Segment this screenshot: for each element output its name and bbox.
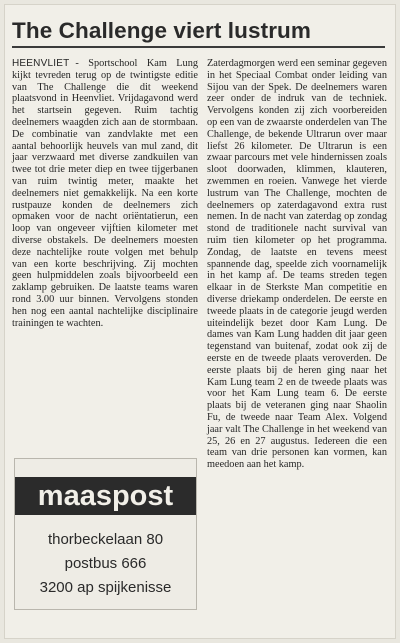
article-body-right: Zaterdagmorgen werd een seminar gegeven in het Speciaal Combat onder leiding van Sijou van der Spek. De deelnemers waren zeer onder de indruk van de techniek. Vervolgens konden zij zich voorbereiden op een van de zwaarste onderdelen van The Challenge, de bekende Ultrarun over maar liefst 26 kilometer. De Ultrarun is een zwaar parcours met vele hindernissen zoals sloot doorwaden, klimmen, klauteren, zwemmen en roeien. Vanwege het vierde lustrum van The Challenge, mochten de deelnemers op zaterdagavond extra rust nemen. In de nacht van zaterdag op zondag stond de traditionele nacht survival van ruim tien kilometer op het programma. Zondag, de laatste en tevens meest spannende dag, speelde zich voornamelijk in het kamp af. De teams streden tegen elkaar in de Sterkste Man competitie en diverse driekamp onderdelen. De eerste en tweede plaats in de categorie jeugd werden uiteindelijk bezet door Kam Lung. De dames van Kam Lung hadden dit jaar geen tegenstand van buitenaf, zodat ook zij de eerste en de tweede plaats veroverden. De eerste plaats bij de heren ging naar het Kam Lung team 2 en de tweede plaats was voor het Kam Lung team 6. De eerste plaats bij de veteranen ging naar Shaolin Fu, de tweede naar Team Alex. Volgend jaar valt The Challenge in het weekend van 25, 26 en 27 augustus. Iedereen die een team van drie personen kan vormen, kan meedoen aan het kamp. — [207, 58, 387, 471]
ad-postal-city: 3200 ap spijkenisse — [39, 579, 172, 596]
article-dateline: HEENVLIET — [12, 58, 70, 69]
ad-postbox: postbus 666 — [64, 555, 147, 572]
ad-brand: maaspost — [15, 477, 196, 515]
article-headline: The Challenge viert lustrum — [12, 18, 312, 43]
ad-address: thorbeckelaan 80 — [47, 531, 164, 548]
maaspost-advertisement — [14, 458, 197, 610]
article-body-left: - Sportschool Kam Lung kijkt tevreden terug op de twintigste editie van The Challenge die dit weekend plaatsvond in Heenvliet. Vrijdagavond werd het startsein gegeven. Ruim tachtig deelnemers waagden zich aan de stormbaan. De combinatie van zandvlakte met een aantal behoorlijk heuvels van mul zand, dit jaar verzwaard met diverse zandkuilen van twee tot drie meter diep en twee tijgerbanen van ruim twintig meter, maakte het deelnemers niet gemakkelijk. Na een korte rustpauze konden de deelnemers zich opmaken voor de nacht oriëntatierun, een loop van ongeveer vijftien kilometer met diverse obstakels. De deelnemers moesten deze nachtelijke route volgen met behulp van een korte beschrijving. Zij mochten geen hulpmiddelen zoals bijvoorbeeld een zaklamp gebruiken. De laatste teams waren rond 3.00 uur binnen. Vervolgens stonden hen nog een aantal nachtelijke disciplinaire trainingen te wachten. — [12, 58, 198, 329]
article-column-right — [207, 58, 387, 471]
headline-rule — [12, 46, 385, 48]
article-column-left — [12, 58, 198, 329]
